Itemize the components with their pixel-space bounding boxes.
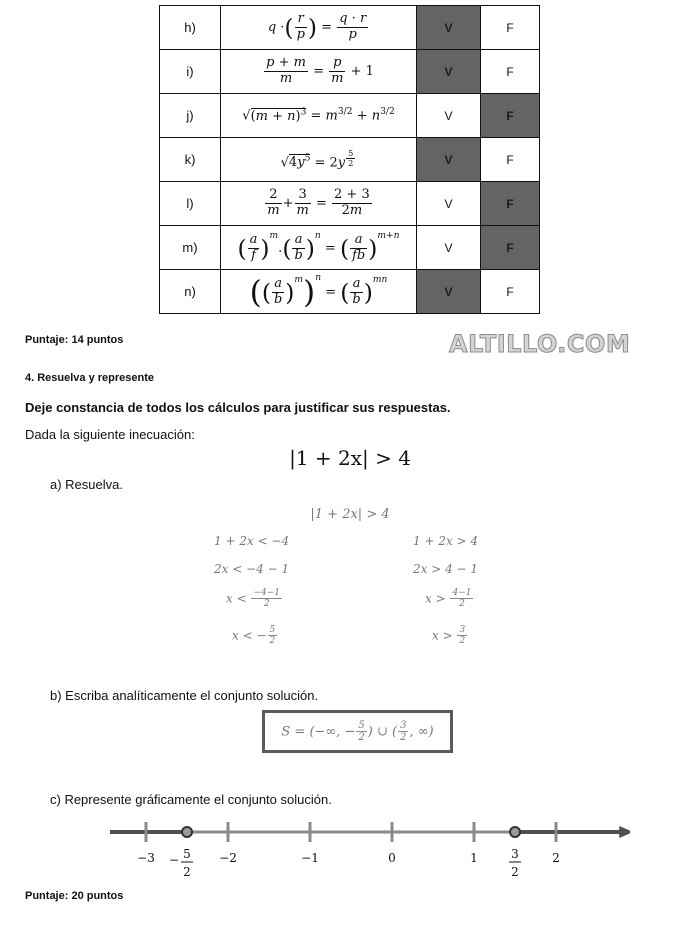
true-cell[interactable]: V xyxy=(417,138,481,182)
true-cell[interactable]: V xyxy=(417,6,481,50)
row-label: n) xyxy=(160,270,221,314)
part-b-label: b) Escriba analíticamente el conjunto solución. xyxy=(50,688,319,703)
endpoint-numerator: 3 xyxy=(511,847,519,861)
endpoint-denominator: 2 xyxy=(511,865,519,879)
part-a-label: a) Resuelva. xyxy=(50,477,123,492)
watermark: ALTILLO.COM xyxy=(449,330,631,358)
false-cell[interactable]: F xyxy=(481,94,540,138)
score-label-2: Puntaje: 20 puntos xyxy=(25,890,124,902)
inequality: |1 + 2x| > 4 xyxy=(289,446,411,470)
row-expression: $√(m + n)^3 = m^{3/2} + n^{3/2}$ xyxy=(221,94,417,138)
row-expression: ( $\frac{a}{f}$ )$^m$.( $\frac{a}{b}$ )$^n$ = ( $\frac{a}{fb}$ )$^{m+n}$ xyxy=(221,226,417,270)
true-cell[interactable]: V xyxy=(417,182,481,226)
row-label: j) xyxy=(160,94,221,138)
false-cell[interactable]: F xyxy=(481,6,540,50)
left-line-3: x < $\frac{-4-1}{2}$ xyxy=(226,588,281,610)
left-line-4: x < − $\frac{5}{2}$ xyxy=(232,625,276,647)
intro-text: Dada la siguiente inecuación: xyxy=(25,427,195,442)
row-expression: $\frac{p + m}{m}$ = $\frac{p}{m}$ + 1 xyxy=(221,50,417,94)
false-cell[interactable]: F xyxy=(481,50,540,94)
false-cell[interactable]: F xyxy=(481,270,540,314)
endpoint-sign: − xyxy=(168,853,180,867)
section-title: 4. Resuelva y represente xyxy=(25,372,155,384)
table-row xyxy=(160,138,540,182)
tick-label: −2 xyxy=(219,851,237,865)
true-cell[interactable]: V xyxy=(417,226,481,270)
row-label: i) xyxy=(160,50,221,94)
right-line-2: 2x > 4 − 1 xyxy=(413,562,479,576)
row-expression: $\frac{2}{m}$ + $\frac{3}{m}$ = $\frac{2 + 3}{2m}$ xyxy=(221,182,417,226)
true-false-table xyxy=(159,5,540,314)
false-cell[interactable]: F xyxy=(481,226,540,270)
false-cell[interactable]: F xyxy=(481,138,540,182)
table-row xyxy=(160,50,540,94)
solution-box xyxy=(262,710,453,753)
row-label: m) xyxy=(160,226,221,270)
table-row xyxy=(160,94,540,138)
row-label: l) xyxy=(160,182,221,226)
score-label: Puntaje: 14 puntos xyxy=(25,334,124,346)
right-line-1: 1 + 2x > 4 xyxy=(413,534,479,548)
open-endpoint xyxy=(510,827,520,837)
true-cell[interactable]: V xyxy=(417,50,481,94)
true-cell[interactable]: V xyxy=(417,94,481,138)
left-line-2: 2x < −4 − 1 xyxy=(214,562,290,576)
row-label: h) xyxy=(160,6,221,50)
row-expression: q ·( $\frac{r}{p}$ ) = $\frac{q \cdot r}{p}$ xyxy=(221,6,417,50)
table-row xyxy=(160,270,540,314)
right-line-3: x > $\frac{4-1}{2}$ xyxy=(425,588,472,610)
endpoint-denominator: 2 xyxy=(183,865,191,879)
row-label: k) xyxy=(160,138,221,182)
endpoint-numerator: 5 xyxy=(183,847,191,861)
solution-set: S = (−∞, − $\frac{5}{2}$ ) ∪ ( $\frac{3}{2}$ , ∞) xyxy=(281,719,434,743)
tick-label: 0 xyxy=(388,851,396,865)
table-row xyxy=(160,182,540,226)
tick-label: −1 xyxy=(301,851,319,865)
true-cell[interactable]: V xyxy=(417,270,481,314)
right-line-4: x > $\frac{3}{2}$ xyxy=(432,625,466,647)
tick-label: 1 xyxy=(470,851,478,865)
part-c-label: c) Represente gráficamente el conjunto solución. xyxy=(50,792,332,807)
table-row xyxy=(160,226,540,270)
work-top: |1 + 2x| > 4 xyxy=(310,507,390,522)
row-expression: (( $\frac{a}{b}$ )$^m$)$^n$ = ( $\frac{a}{b}$ )$^{mn}$ xyxy=(221,270,417,314)
table-row xyxy=(160,6,540,50)
tick-label: 2 xyxy=(552,851,560,865)
number-line xyxy=(110,812,630,884)
row-expression: $√4y^5 = 2y$ $^{\frac{5}{2}}$ xyxy=(221,138,417,182)
left-line-1: 1 + 2x < −4 xyxy=(214,534,290,548)
open-endpoint xyxy=(182,827,192,837)
instruction: Deje constancia de todos los cálculos para justificar sus respuestas. xyxy=(25,400,451,415)
false-cell[interactable]: F xyxy=(481,182,540,226)
tick-label: −3 xyxy=(137,851,155,865)
